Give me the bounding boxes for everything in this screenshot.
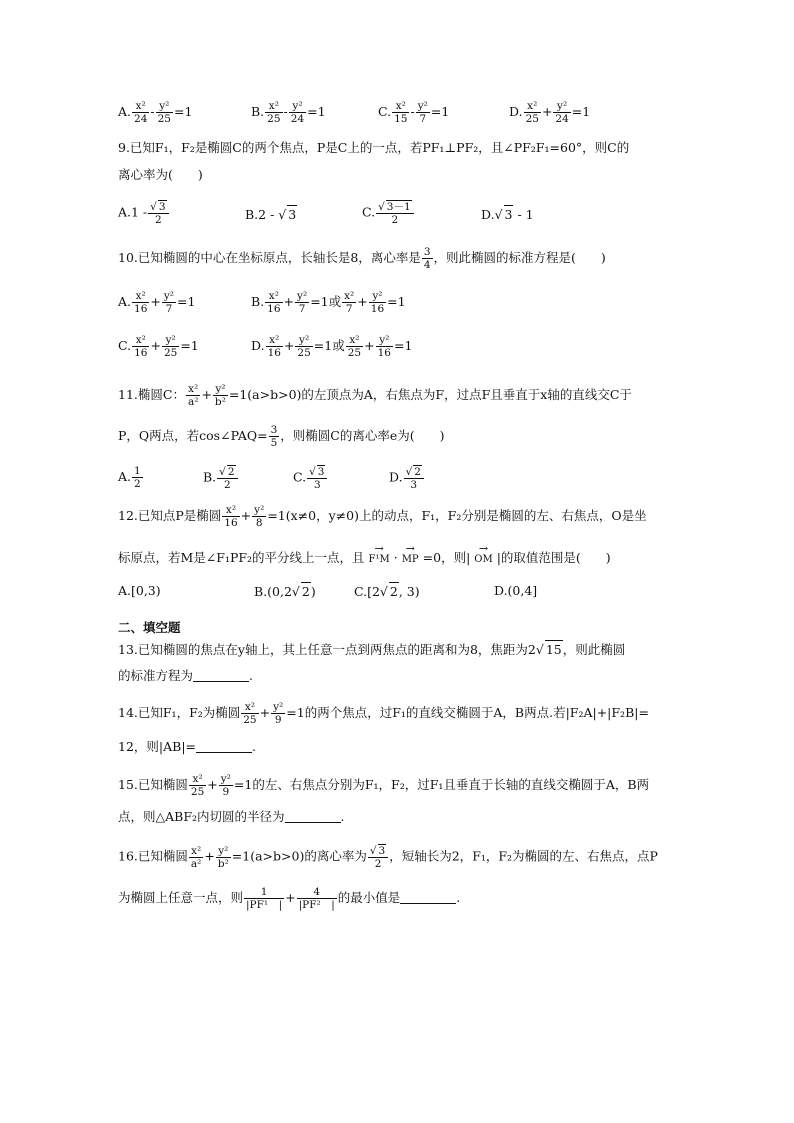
q11-option-b: B. $\frac{√ 2}{2}$ xyxy=(203,465,239,491)
q12-option-c: C.[2√ 2, 3) xyxy=(354,584,420,599)
fraction: $\frac{\text{y²}}{24}$ xyxy=(290,100,305,125)
q11-line2: P，Q两点，若cos∠PAQ= $\frac{3}{5}$ ，则椭圆C的离心率e为( ) xyxy=(118,424,445,449)
q9-option-c: C. $\frac{√ 3-1}{2}$ xyxy=(362,200,415,226)
q8-option-a: A. $\frac{\text{x²}}{24}$ - $\frac{\text{y²}}{25}$ =1 xyxy=(118,100,193,125)
q8-option-b: B. $\frac{\text{x²}}{25}$ - $\frac{\text{y²}}{24}$ =1 xyxy=(251,100,326,125)
fraction: $\frac{\text{y²}}{24}$ xyxy=(555,100,569,125)
q9-line1: 9.已知F₁，F₂是椭圆C的两个焦点，P是C上的一点，若PF₁⊥PF₂，且∠PF₂F₁=60°，则C的 xyxy=(118,140,630,155)
fraction: $\frac{\text{y²}}{25}$ xyxy=(157,100,171,125)
q13-line1: 13.已知椭圆的焦点在y轴上，其上任意一点到两焦点的距离和为8，焦距为2√ 15，则此椭圆 xyxy=(118,642,626,657)
q12-line1: 12.已知点P是椭圆 $\frac{\text{x²}}{16}$ + $\frac{\text{y²}}{8}$ =1(x≠0，y≠0)上的动点，F₁，F₂分别是椭圆的左、右焦点，O是坐 xyxy=(118,504,647,529)
q12-option-a: A.[0,3) xyxy=(118,583,161,598)
q11-option-d: D. $\frac{√ 2}{3}$ xyxy=(389,465,425,491)
option-label: A. xyxy=(118,104,132,119)
q16-line2: 为椭圆上任意一点，则 $\frac{1}{\text{|PF¹ |}}$ + $\frac{4}{\text{|PF² |}}$ 的最小值是 . xyxy=(118,886,461,911)
q11-option-c: C. $\frac{√ 3}{3}$ xyxy=(293,465,328,491)
fraction: $\frac{\text{x²}}{15}$ xyxy=(394,100,408,125)
q14-line1: 14.已知F₁，F₂为椭圆 $\frac{\text{x²}}{25}$ + $\frac{\text{y²}}{9}$ =1的两个焦点，过F₁的直线交椭圆于A，B两点.若|F₂A|+|F₂B|= xyxy=(118,701,649,726)
q8-option-c: C. $\frac{\text{x²}}{15}$ - $\frac{\text{y²}}{7}$ =1 xyxy=(378,100,450,125)
q15-line2: 点，则△ABF₂内切圆的半径为 . xyxy=(118,809,345,824)
q9-option-b: B.2 - √ 3 xyxy=(245,207,297,222)
fraction: $\frac{√ 3-1}{2}$ xyxy=(376,200,414,226)
q9-line2: 离心率为( ) xyxy=(118,167,203,182)
fraction: $\frac{\text{x²}}{25}$ xyxy=(525,100,539,125)
q10-option-b: B. $\frac{\text{x²}}{16}$ + $\frac{\text{y²}}{7}$ =1或 $\frac{\text{x²}}{7}$ + $\frac{\text{y²}}{16}$ =1 xyxy=(251,290,406,315)
vector-mp: → MP xyxy=(402,546,419,569)
q12-option-d: D.(0,4] xyxy=(494,583,538,598)
q10-option-d: D. $\frac{\text{x²}}{16}$ + $\frac{\text{y²}}{25}$ =1或 $\frac{\text{x²}}{25}$ + $\frac{\text{y²}}{16}$ =1 xyxy=(251,334,413,359)
q10-option-c: C. $\frac{\text{x²}}{16}$ + $\frac{\text{y²}}{25}$ =1 xyxy=(118,334,199,359)
q8-option-d: D. $\frac{\text{x²}}{25}$ + $\frac{\text{y²}}{24}$ =1 xyxy=(509,100,591,125)
answer-blank xyxy=(196,740,252,753)
vector-om: → OM xyxy=(474,546,492,569)
section-heading: 二、填空题 xyxy=(118,620,181,635)
q16-line1: 16.已知椭圆 $\frac{\text{x²}}{\text{a²}}$ + $\frac{\text{y²}}{\text{b²}}$ =1(a>b>0)的离心率为 $\frac{√ 3}{2}$ ，短轴长为2，F₁，F₂为椭圆的左、右焦点，点P xyxy=(118,844,658,870)
fraction: $\frac{\text{x²}}{24}$ xyxy=(134,100,148,125)
fraction: $\frac{\text{y²}}{7}$ xyxy=(417,100,428,125)
fraction: $\frac{\text{x²}}{25}$ xyxy=(267,100,281,125)
fraction: $\frac{3}{4}$ xyxy=(423,246,431,271)
q9-option-a: A.1 - $\frac{√ 3}{2}$ xyxy=(118,200,170,226)
q10-option-a: A. $\frac{\text{x²}}{16}$ + $\frac{\text{y²}}{7}$ =1 xyxy=(118,290,196,315)
answer-blank xyxy=(285,810,341,823)
q14-line2: 12，则|AB|= . xyxy=(118,739,256,754)
q11-line1: 11.椭圆C： $\frac{\text{x²}}{\text{a²}}$ + $\frac{\text{y²}}{\text{b²}}$ =1(a>b>0)的左顶点为A，右焦点为F，过点F且垂直于x轴的直线交C于 xyxy=(118,383,632,408)
q12-option-b: B.(0,2√ 2) xyxy=(254,584,316,599)
q15-line1: 15.已知椭圆 $\frac{\text{x²}}{25}$ + $\frac{\text{y²}}{9}$ =1的左、右焦点分别为F₁，F₂，过F₁且垂直于长轴的直线交椭圆于A，B两 xyxy=(118,773,650,798)
q12-line2: 标原点，若M是∠F₁PF₂的平分线上一点，且 → F¹M · → MP =0，则| → OM |的取值范围是( ) xyxy=(118,546,698,569)
q11-option-a: A. $\frac{1}{2}$ xyxy=(118,465,141,490)
fraction: $\frac{√ 3}{2}$ xyxy=(148,200,168,226)
vector-f1m: → F¹M xyxy=(369,546,390,569)
answer-blank xyxy=(193,669,249,682)
q10-line1: 10.已知椭圆的中心在坐标原点，长轴长是8，离心率是 $\frac{3}{4}$ ，则此椭圆的标准方程是( ) xyxy=(118,246,606,271)
answer-blank xyxy=(400,891,456,904)
q13-line2: 的标准方程为 . xyxy=(118,668,253,683)
q9-option-d: D.√ 3 - 1 xyxy=(481,207,534,222)
